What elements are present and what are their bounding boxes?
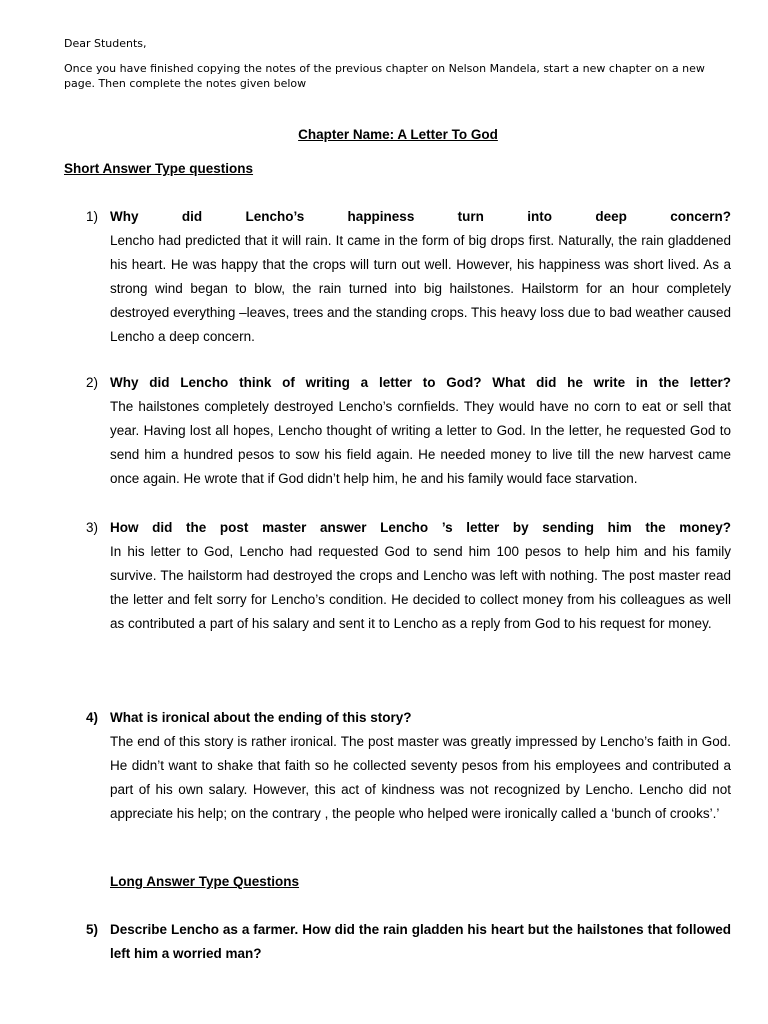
question-number: 2)	[86, 375, 99, 390]
question-text: Why did Lencho’s happiness turn into deep concern?	[110, 209, 731, 224]
greeting: Dear Students,	[64, 37, 147, 50]
question-number: 1)	[86, 209, 99, 224]
question-body	[110, 205, 731, 349]
short-answer-heading: Short Answer Type questions	[64, 161, 254, 176]
chapter-title: Chapter Name: A Letter To God	[298, 127, 498, 142]
instructions: Once you have finished copying the notes of the previous chapter on Nelson Mandela, start a new chapter on a new page. Then complete the notes given below	[64, 62, 705, 90]
question-body	[110, 371, 731, 491]
question-body	[110, 918, 731, 966]
question-number: 4)	[86, 710, 99, 725]
question-text: What is ironical about the ending of this story?	[110, 710, 412, 725]
question-body	[110, 706, 731, 826]
question-number: 3)	[86, 520, 99, 535]
question-text: Why did Lencho think of writing a letter to God? What did he write in the letter?	[110, 375, 731, 390]
answer-text: The hailstones completely destroyed Lencho’s cornfields. They would have no corn to eat or sell that year. Having lost all hopes, Lencho thought of writing a letter to God. In the letter, he requested God to send him a hundred pesos to sow his field again. He needed money to live till the new harvest came once again. He wrote that if God didn’t help him, he and his family would face starvation.	[110, 399, 731, 486]
question-body	[110, 516, 731, 636]
question-text: Describe Lencho as a farmer. How did the rain gladden his heart but the hailstones that followed left him a worried man?	[110, 922, 731, 961]
question-number: 5)	[86, 922, 99, 937]
answer-text: In his letter to God, Lencho had requested God to send him 100 pesos to help him and his family survive. The hailstorm had destroyed the crops and Lencho was left with nothing. The post master read the letter and felt sorry for Lencho’s condition. He decided to collect money from his colleagues as well as contributed a part of his salary and sent it to Lencho as a reply from God to his request for money.	[110, 544, 731, 631]
question-text: How did the post master answer Lencho ’s letter by sending him the money?	[110, 520, 731, 535]
answer-text: Lencho had predicted that it will rain. It came in the form of big drops first. Naturally, the rain gladdened his heart. He was happy that the crops will turn out well. However, his happiness was short lived. As a strong wind began to blow, the rain turned into big hailstones. Hailstorm for an hour completely destroyed everything –leaves, trees and the standing crops. This heavy loss due to bad weather caused Lencho a deep concern.	[110, 233, 731, 344]
answer-text: The end of this story is rather ironical. The post master was greatly impressed by Lencho’s faith in God. He didn’t want to shake that faith so he collected seventy pesos from his employees and contributed a part of his own salary. However, this act of kindness was not recognized by Lencho. Lencho did not appreciate his help; on the contrary , the people who helped were ironically called a ‘bunch of crooks’.’	[110, 734, 731, 821]
long-answer-heading: Long Answer Type Questions	[110, 874, 300, 889]
